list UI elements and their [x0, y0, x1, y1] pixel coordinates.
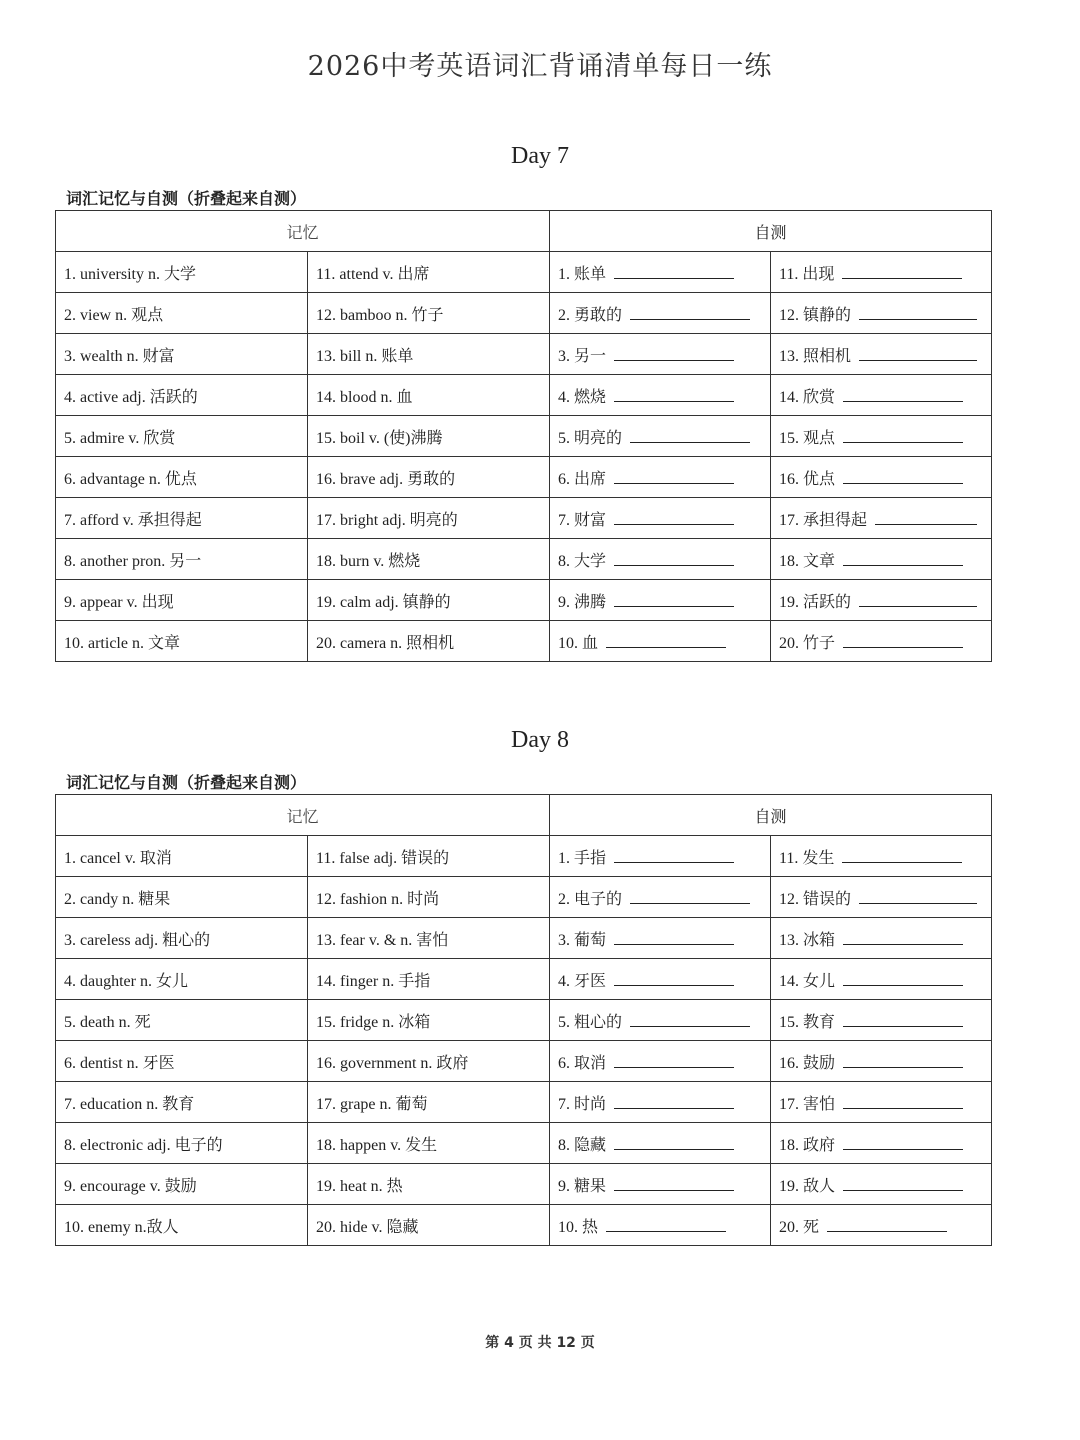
memory-entry: 7. afford v. 承担得起: [56, 498, 308, 539]
answer-blank[interactable]: [843, 1053, 963, 1068]
table-row: [56, 580, 992, 621]
self-test-cell: [550, 836, 771, 877]
memory-entry: 5. admire v. 欣赏: [56, 416, 308, 457]
self-test-prompt: 12. 错误的: [779, 890, 852, 908]
table-row: [56, 498, 992, 539]
self-test-prompt: 1. 手指: [558, 849, 607, 867]
answer-blank[interactable]: [859, 346, 977, 361]
self-test-cell: [771, 1123, 992, 1164]
memory-entry: 15. boil v. (使)沸腾: [308, 416, 550, 457]
self-test-cell: [550, 498, 771, 539]
self-test-prompt: 16. 优点: [779, 470, 836, 488]
answer-blank[interactable]: [606, 633, 726, 648]
self-test-prompt: 10. 血: [558, 634, 599, 652]
self-test-header: 自测: [550, 211, 992, 252]
answer-blank[interactable]: [614, 346, 734, 361]
memory-entry: 14. blood n. 血: [308, 375, 550, 416]
memory-entry: 16. brave adj. 勇敢的: [308, 457, 550, 498]
answer-blank[interactable]: [843, 1176, 963, 1191]
self-test-prompt: 17. 承担得起: [779, 511, 868, 529]
self-test-prompt: 8. 大学: [558, 552, 607, 570]
self-test-prompt: 11. 发生: [779, 849, 835, 867]
self-test-cell: [771, 334, 992, 375]
self-test-prompt: 4. 燃烧: [558, 388, 607, 406]
answer-blank[interactable]: [614, 387, 734, 402]
answer-blank[interactable]: [614, 264, 734, 279]
memory-entry: 17. grape n. 葡萄: [308, 1082, 550, 1123]
self-test-prompt: 13. 冰箱: [779, 931, 836, 949]
table-row: [56, 539, 992, 580]
memory-entry: 7. education n. 教育: [56, 1082, 308, 1123]
table-row: [56, 252, 992, 293]
memory-entry: 18. happen v. 发生: [308, 1123, 550, 1164]
self-test-prompt: 2. 电子的: [558, 890, 623, 908]
self-test-cell: [771, 621, 992, 662]
self-test-cell: [771, 539, 992, 580]
self-test-prompt: 9. 糖果: [558, 1177, 607, 1195]
self-test-prompt: 9. 沸腾: [558, 593, 607, 611]
table-row: [56, 293, 992, 334]
table-row: [56, 334, 992, 375]
self-test-prompt: 6. 出席: [558, 470, 607, 488]
section-subtitle: 词汇记忆与自测（折叠起来自测）: [66, 773, 307, 792]
answer-blank[interactable]: [859, 889, 977, 904]
self-test-prompt: 18. 文章: [779, 552, 836, 570]
memory-entry: 12. fashion n. 时尚: [308, 877, 550, 918]
self-test-cell: [550, 621, 771, 662]
answer-blank[interactable]: [606, 1217, 726, 1232]
memory-entry: 10. article n. 文章: [56, 621, 308, 662]
answer-blank[interactable]: [614, 848, 734, 863]
answer-blank[interactable]: [614, 1176, 734, 1191]
self-test-prompt: 13. 照相机: [779, 347, 852, 365]
self-test-cell: [771, 416, 992, 457]
self-test-cell: [550, 580, 771, 621]
answer-blank[interactable]: [614, 1094, 734, 1109]
self-test-cell: [771, 959, 992, 1000]
answer-blank[interactable]: [614, 592, 734, 607]
self-test-prompt: 14. 欣赏: [779, 388, 836, 406]
answer-blank[interactable]: [843, 387, 963, 402]
memory-entry: 18. burn v. 燃烧: [308, 539, 550, 580]
memory-entry: 20. hide v. 隐藏: [308, 1205, 550, 1246]
answer-blank[interactable]: [859, 305, 977, 320]
answer-blank[interactable]: [614, 551, 734, 566]
memory-entry: 11. false adj. 错误的: [308, 836, 550, 877]
answer-blank[interactable]: [843, 930, 963, 945]
self-test-cell: [771, 457, 992, 498]
self-test-cell: [550, 334, 771, 375]
answer-blank[interactable]: [875, 510, 977, 525]
self-test-cell: [771, 1205, 992, 1246]
self-test-prompt: 20. 死: [779, 1218, 820, 1236]
table-row: [56, 375, 992, 416]
answer-blank[interactable]: [827, 1217, 947, 1232]
self-test-cell: [771, 1041, 992, 1082]
answer-blank[interactable]: [843, 428, 963, 443]
self-test-cell: [550, 918, 771, 959]
answer-blank[interactable]: [630, 1012, 750, 1027]
memory-entry: 1. university n. 大学: [56, 252, 308, 293]
self-test-cell: [771, 293, 992, 334]
memory-entry: 8. electronic adj. 电子的: [56, 1123, 308, 1164]
self-test-prompt: 19. 敌人: [779, 1177, 836, 1195]
memory-entry: 8. another pron. 另一: [56, 539, 308, 580]
self-test-cell: [550, 375, 771, 416]
self-test-cell: [550, 877, 771, 918]
memory-entry: 15. fridge n. 冰箱: [308, 1000, 550, 1041]
memory-entry: 6. dentist n. 牙医: [56, 1041, 308, 1082]
memory-entry: 17. bright adj. 明亮的: [308, 498, 550, 539]
answer-blank[interactable]: [843, 1135, 963, 1150]
memory-entry: 5. death n. 死: [56, 1000, 308, 1041]
self-test-cell: [771, 580, 992, 621]
answer-blank[interactable]: [614, 510, 734, 525]
memory-entry: 1. cancel v. 取消: [56, 836, 308, 877]
answer-blank[interactable]: [614, 971, 734, 986]
self-test-cell: [550, 1205, 771, 1246]
memory-entry: 2. candy n. 糖果: [56, 877, 308, 918]
self-test-prompt: 3. 另一: [558, 347, 607, 365]
self-test-cell: [550, 1164, 771, 1205]
self-test-prompt: 2. 勇敢的: [558, 306, 623, 324]
answer-blank[interactable]: [843, 633, 963, 648]
memory-entry: 19. calm adj. 镇静的: [308, 580, 550, 621]
memory-entry: 4. active adj. 活跃的: [56, 375, 308, 416]
self-test-cell: [550, 1000, 771, 1041]
table-row: [56, 457, 992, 498]
self-test-prompt: 8. 隐藏: [558, 1136, 607, 1154]
self-test-cell: [771, 918, 992, 959]
table-row: [56, 959, 992, 1000]
memory-entry: 10. enemy n.敌人: [56, 1205, 308, 1246]
self-test-cell: [550, 959, 771, 1000]
self-test-prompt: 12. 镇静的: [779, 306, 852, 324]
self-test-prompt: 18. 政府: [779, 1136, 836, 1154]
self-test-cell: [771, 877, 992, 918]
memory-entry: 6. advantage n. 优点: [56, 457, 308, 498]
memory-entry: 12. bamboo n. 竹子: [308, 293, 550, 334]
page-number: 第 4 页 共 12 页: [485, 1335, 595, 1351]
memory-entry: 11. attend v. 出席: [308, 252, 550, 293]
self-test-prompt: 11. 出现: [779, 265, 835, 283]
self-test-cell: [771, 1164, 992, 1205]
answer-blank[interactable]: [842, 264, 962, 279]
self-test-prompt: 3. 葡萄: [558, 931, 607, 949]
memory-entry: 13. bill n. 账单: [308, 334, 550, 375]
self-test-prompt: 10. 热: [558, 1218, 599, 1236]
memory-entry: 3. careless adj. 粗心的: [56, 918, 308, 959]
answer-blank[interactable]: [630, 428, 750, 443]
self-test-cell: [550, 416, 771, 457]
memory-header: 记忆: [56, 795, 550, 836]
answer-blank[interactable]: [859, 592, 977, 607]
self-test-prompt: 15. 观点: [779, 429, 836, 447]
self-test-cell: [550, 293, 771, 334]
answer-blank[interactable]: [614, 1053, 734, 1068]
answer-blank[interactable]: [614, 1135, 734, 1150]
self-test-cell: [771, 1082, 992, 1123]
self-test-prompt: 4. 牙医: [558, 972, 607, 990]
table-row: [56, 1000, 992, 1041]
answer-blank[interactable]: [614, 930, 734, 945]
table-row: [56, 1123, 992, 1164]
self-test-cell: [550, 1041, 771, 1082]
self-test-prompt: 1. 账单: [558, 265, 607, 283]
memory-header: 记忆: [56, 211, 550, 252]
self-test-prompt: 20. 竹子: [779, 634, 836, 652]
day-heading: Day 7: [511, 143, 569, 169]
table-row: [56, 918, 992, 959]
self-test-prompt: 7. 时尚: [558, 1095, 607, 1113]
table-row: [56, 877, 992, 918]
answer-blank[interactable]: [843, 551, 963, 566]
self-test-prompt: 14. 女儿: [779, 972, 836, 990]
self-test-cell: [771, 498, 992, 539]
self-test-cell: [550, 1123, 771, 1164]
memory-entry: 4. daughter n. 女儿: [56, 959, 308, 1000]
self-test-prompt: 7. 财富: [558, 511, 607, 529]
self-test-cell: [550, 252, 771, 293]
answer-blank[interactable]: [630, 305, 750, 320]
answer-blank[interactable]: [630, 889, 750, 904]
memory-entry: 2. view n. 观点: [56, 293, 308, 334]
answer-blank[interactable]: [843, 1012, 963, 1027]
self-test-prompt: 17. 害怕: [779, 1095, 836, 1113]
self-test-cell: [771, 1000, 992, 1041]
memory-entry: 13. fear v. & n. 害怕: [308, 918, 550, 959]
answer-blank[interactable]: [843, 971, 963, 986]
self-test-prompt: 5. 明亮的: [558, 429, 623, 447]
vocab-table: [55, 210, 992, 662]
vocab-table: [55, 794, 992, 1246]
memory-entry: 16. government n. 政府: [308, 1041, 550, 1082]
self-test-cell: [550, 1082, 771, 1123]
memory-entry: 3. wealth n. 财富: [56, 334, 308, 375]
self-test-cell: [771, 375, 992, 416]
self-test-cell: [550, 539, 771, 580]
day-heading: Day 8: [511, 727, 569, 753]
memory-entry: 20. camera n. 照相机: [308, 621, 550, 662]
memory-entry: 9. encourage v. 鼓励: [56, 1164, 308, 1205]
self-test-cell: [771, 252, 992, 293]
table-row: [56, 416, 992, 457]
section-subtitle: 词汇记忆与自测（折叠起来自测）: [66, 189, 307, 208]
self-test-header: 自测: [550, 795, 992, 836]
answer-blank[interactable]: [843, 469, 963, 484]
table-row: [56, 1164, 992, 1205]
answer-blank[interactable]: [614, 469, 734, 484]
answer-blank[interactable]: [842, 848, 962, 863]
table-row: [56, 1205, 992, 1246]
self-test-prompt: 5. 粗心的: [558, 1013, 623, 1031]
memory-entry: 14. finger n. 手指: [308, 959, 550, 1000]
answer-blank[interactable]: [843, 1094, 963, 1109]
self-test-cell: [771, 836, 992, 877]
table-row: [56, 836, 992, 877]
self-test-cell: [550, 457, 771, 498]
table-row: [56, 1041, 992, 1082]
memory-entry: 19. heat n. 热: [308, 1164, 550, 1205]
self-test-prompt: 6. 取消: [558, 1054, 607, 1072]
self-test-prompt: 15. 教育: [779, 1013, 836, 1031]
self-test-prompt: 19. 活跃的: [779, 593, 852, 611]
self-test-prompt: 16. 鼓励: [779, 1054, 836, 1072]
memory-entry: 9. appear v. 出现: [56, 580, 308, 621]
table-row: [56, 621, 992, 662]
page-title: 2026中考英语词汇背诵清单每日一练: [307, 51, 773, 82]
table-row: [56, 1082, 992, 1123]
